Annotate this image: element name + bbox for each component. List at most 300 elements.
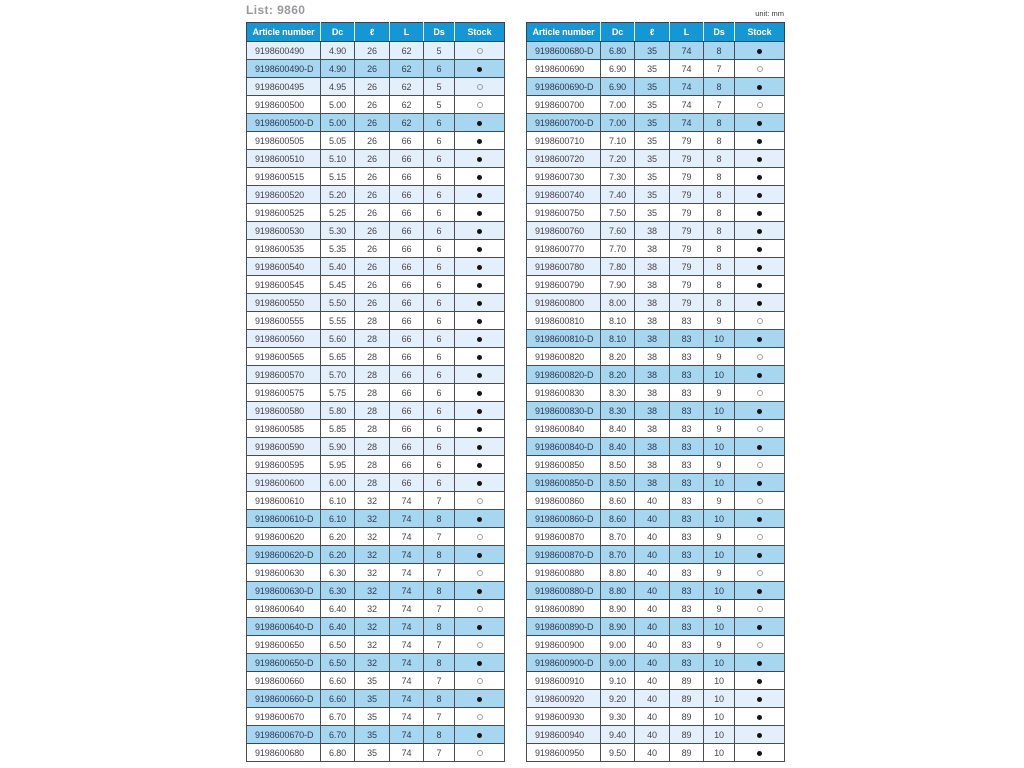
dc-cell: 7.00: [601, 114, 635, 132]
col-header-overall-length: L: [670, 23, 704, 42]
stock-cell: [735, 168, 785, 186]
table-row: [527, 366, 785, 384]
stock-cell: [455, 384, 505, 402]
flute-length-cell: 38: [635, 420, 670, 438]
dc-cell: 5.55: [321, 312, 355, 330]
overall-length-cell: 66: [390, 312, 424, 330]
table-row: [247, 474, 505, 492]
flute-length-cell: 40: [635, 672, 670, 690]
ds-cell: 10: [704, 438, 735, 456]
stock-cell: [455, 60, 505, 78]
ds-cell: 6: [424, 186, 455, 204]
stock-available-icon: [757, 337, 762, 342]
stock-unavailable-icon: [477, 534, 483, 540]
article-cell: 9198600740: [527, 186, 601, 204]
stock-cell: [455, 564, 505, 582]
stock-cell: [455, 510, 505, 528]
flute-length-cell: 35: [355, 672, 390, 690]
table-row: [247, 132, 505, 150]
ds-cell: 6: [424, 60, 455, 78]
article-cell: 9198600610: [247, 492, 321, 510]
dc-cell: 5.45: [321, 276, 355, 294]
stock-cell: [455, 744, 505, 762]
flute-length-cell: 35: [355, 690, 390, 708]
table-row: [527, 312, 785, 330]
table-row: [247, 186, 505, 204]
flute-length-cell: 26: [355, 222, 390, 240]
ds-cell: 9: [704, 528, 735, 546]
dc-cell: 5.00: [321, 114, 355, 132]
flute-length-cell: 26: [355, 186, 390, 204]
ds-cell: 8: [704, 168, 735, 186]
overall-length-cell: 66: [390, 258, 424, 276]
ds-cell: 7: [424, 708, 455, 726]
article-cell: 9198600585: [247, 420, 321, 438]
article-cell: 9198600850: [527, 456, 601, 474]
ds-cell: 6: [424, 384, 455, 402]
stock-unavailable-icon: [477, 102, 483, 108]
stock-available-icon: [477, 157, 482, 162]
ds-cell: 6: [424, 366, 455, 384]
flute-length-cell: 38: [635, 366, 670, 384]
overall-length-cell: 74: [390, 492, 424, 510]
article-cell: 9198600890-D: [527, 618, 601, 636]
stock-cell: [735, 402, 785, 420]
stock-available-icon: [477, 625, 482, 630]
stock-unavailable-icon: [477, 642, 483, 648]
article-cell: 9198600600: [247, 474, 321, 492]
flute-length-cell: 38: [635, 276, 670, 294]
stock-cell: [455, 402, 505, 420]
article-cell: 9198600810: [527, 312, 601, 330]
stock-cell: [455, 312, 505, 330]
stock-cell: [455, 474, 505, 492]
overall-length-cell: 74: [670, 114, 704, 132]
ds-cell: 10: [704, 366, 735, 384]
table-row: [527, 654, 785, 672]
article-cell: 9198600840-D: [527, 438, 601, 456]
article-cell: 9198600820: [527, 348, 601, 366]
overall-length-cell: 66: [390, 366, 424, 384]
overall-length-cell: 83: [670, 438, 704, 456]
dc-cell: 6.50: [321, 654, 355, 672]
dc-cell: 7.00: [601, 96, 635, 114]
stock-cell: [455, 456, 505, 474]
overall-length-cell: 74: [390, 672, 424, 690]
stock-unavailable-icon: [477, 750, 483, 756]
table-header: [247, 23, 505, 42]
stock-available-icon: [757, 445, 762, 450]
stock-cell: [455, 330, 505, 348]
dc-cell: 5.15: [321, 168, 355, 186]
ds-cell: 5: [424, 78, 455, 96]
table-row: [247, 42, 505, 60]
flute-length-cell: 35: [355, 744, 390, 762]
dc-cell: 8.30: [601, 384, 635, 402]
table-row: [247, 582, 505, 600]
stock-cell: [455, 420, 505, 438]
ds-cell: 6: [424, 168, 455, 186]
flute-length-cell: 40: [635, 744, 670, 762]
stock-cell: [735, 510, 785, 528]
flute-length-cell: 26: [355, 132, 390, 150]
dc-cell: 6.20: [321, 528, 355, 546]
table-row: [527, 726, 785, 744]
ds-cell: 9: [704, 600, 735, 618]
overall-length-cell: 66: [390, 294, 424, 312]
article-cell: 9198600680-D: [527, 42, 601, 60]
stock-unavailable-icon: [477, 606, 483, 612]
table-row: [247, 222, 505, 240]
col-header-dc: Dc: [601, 23, 635, 42]
article-cell: 9198600900-D: [527, 654, 601, 672]
stock-available-icon: [757, 265, 762, 270]
table-row: [527, 474, 785, 492]
flute-length-cell: 26: [355, 96, 390, 114]
table-row: [527, 294, 785, 312]
ds-cell: 6: [424, 258, 455, 276]
stock-unavailable-icon: [477, 84, 483, 90]
overall-length-cell: 83: [670, 654, 704, 672]
overall-length-cell: 74: [390, 618, 424, 636]
overall-length-cell: 79: [670, 294, 704, 312]
flute-length-cell: 32: [355, 582, 390, 600]
ds-cell: 8: [704, 132, 735, 150]
stock-available-icon: [477, 445, 482, 450]
dc-cell: 6.80: [321, 744, 355, 762]
overall-length-cell: 74: [390, 564, 424, 582]
flute-length-cell: 35: [635, 186, 670, 204]
ds-cell: 6: [424, 150, 455, 168]
dc-cell: 5.00: [321, 96, 355, 114]
overall-length-cell: 66: [390, 276, 424, 294]
article-cell: 9198600565: [247, 348, 321, 366]
flute-length-cell: 40: [635, 528, 670, 546]
table-row: [527, 132, 785, 150]
stock-cell: [735, 96, 785, 114]
stock-cell: [455, 42, 505, 60]
ds-cell: 10: [704, 402, 735, 420]
stock-available-icon: [757, 229, 762, 234]
article-cell: 9198600940: [527, 726, 601, 744]
article-cell: 9198600690: [527, 60, 601, 78]
flute-length-cell: 38: [635, 258, 670, 276]
stock-available-icon: [757, 661, 762, 666]
overall-length-cell: 66: [390, 240, 424, 258]
article-cell: 9198600570: [247, 366, 321, 384]
dc-cell: 5.50: [321, 294, 355, 312]
dc-cell: 6.10: [321, 510, 355, 528]
stock-unavailable-icon: [757, 570, 763, 576]
table-row: [527, 222, 785, 240]
dc-cell: 9.20: [601, 690, 635, 708]
ds-cell: 9: [704, 564, 735, 582]
ds-cell: 6: [424, 204, 455, 222]
table-row: [247, 60, 505, 78]
ds-cell: 10: [704, 726, 735, 744]
article-cell: 9198600630-D: [247, 582, 321, 600]
ds-cell: 10: [704, 654, 735, 672]
dc-cell: 6.00: [321, 474, 355, 492]
stock-cell: [455, 708, 505, 726]
article-cell: 9198600490: [247, 42, 321, 60]
flute-length-cell: 32: [355, 600, 390, 618]
flute-length-cell: 32: [355, 528, 390, 546]
dc-cell: 5.65: [321, 348, 355, 366]
table-header: [527, 23, 785, 42]
flute-length-cell: 35: [635, 150, 670, 168]
article-cell: 9198600850-D: [527, 474, 601, 492]
overall-length-cell: 74: [670, 60, 704, 78]
table-row: [247, 672, 505, 690]
dc-cell: 6.70: [321, 726, 355, 744]
overall-length-cell: 83: [670, 384, 704, 402]
ds-cell: 6: [424, 240, 455, 258]
table-row: [527, 492, 785, 510]
flute-length-cell: 35: [635, 42, 670, 60]
article-cell: 9198600950: [527, 744, 601, 762]
stock-available-icon: [757, 373, 762, 378]
stock-available-icon: [477, 283, 482, 288]
table-row: [527, 150, 785, 168]
table-row: [247, 528, 505, 546]
table-row: [247, 618, 505, 636]
stock-cell: [735, 204, 785, 222]
stock-available-icon: [757, 751, 762, 756]
dc-cell: 5.35: [321, 240, 355, 258]
flute-length-cell: 26: [355, 204, 390, 222]
table-row: [247, 96, 505, 114]
stock-cell: [735, 744, 785, 762]
dc-cell: 4.90: [321, 60, 355, 78]
stock-unavailable-icon: [477, 498, 483, 504]
stock-unavailable-icon: [477, 714, 483, 720]
stock-unavailable-icon: [757, 426, 763, 432]
article-cell: 9198600670-D: [247, 726, 321, 744]
dc-cell: 6.30: [321, 582, 355, 600]
dc-cell: 9.30: [601, 708, 635, 726]
article-cell: 9198600495: [247, 78, 321, 96]
stock-cell: [735, 690, 785, 708]
dc-cell: 8.20: [601, 366, 635, 384]
ds-cell: 8: [704, 186, 735, 204]
ds-cell: 5: [424, 96, 455, 114]
dc-cell: 5.70: [321, 366, 355, 384]
dc-cell: 5.85: [321, 420, 355, 438]
stock-cell: [455, 438, 505, 456]
overall-length-cell: 79: [670, 276, 704, 294]
stock-cell: [455, 690, 505, 708]
dc-cell: 5.05: [321, 132, 355, 150]
table-row: [247, 600, 505, 618]
overall-length-cell: 83: [670, 510, 704, 528]
stock-cell: [735, 42, 785, 60]
stock-cell: [735, 618, 785, 636]
stock-available-icon: [477, 391, 482, 396]
overall-length-cell: 79: [670, 258, 704, 276]
article-cell: 9198600620-D: [247, 546, 321, 564]
flute-length-cell: 35: [355, 726, 390, 744]
flute-length-cell: 28: [355, 438, 390, 456]
overall-length-cell: 83: [670, 366, 704, 384]
stock-cell: [735, 114, 785, 132]
stock-available-icon: [757, 589, 762, 594]
stock-cell: [455, 96, 505, 114]
ds-cell: 10: [704, 474, 735, 492]
flute-length-cell: 35: [635, 114, 670, 132]
ds-cell: 10: [704, 672, 735, 690]
stock-cell: [455, 636, 505, 654]
table-row: [527, 690, 785, 708]
ds-cell: 7: [704, 96, 735, 114]
table-row: [527, 672, 785, 690]
table-row: [527, 438, 785, 456]
stock-available-icon: [757, 481, 762, 486]
article-cell: 9198600830-D: [527, 402, 601, 420]
flute-length-cell: 26: [355, 42, 390, 60]
overall-length-cell: 66: [390, 204, 424, 222]
article-cell: 9198600515: [247, 168, 321, 186]
col-header-overall-length: L: [390, 23, 424, 42]
table-row: [247, 294, 505, 312]
ds-cell: 8: [704, 294, 735, 312]
ds-cell: 10: [704, 330, 735, 348]
stock-available-icon: [477, 67, 482, 72]
stock-available-icon: [757, 733, 762, 738]
dc-cell: 7.30: [601, 168, 635, 186]
overall-length-cell: 89: [670, 690, 704, 708]
stock-cell: [455, 726, 505, 744]
table-row: [247, 438, 505, 456]
overall-length-cell: 74: [390, 690, 424, 708]
overall-length-cell: 74: [390, 510, 424, 528]
ds-cell: 8: [704, 114, 735, 132]
stock-available-icon: [477, 427, 482, 432]
flute-length-cell: 40: [635, 510, 670, 528]
stock-available-icon: [757, 283, 762, 288]
dc-cell: 5.90: [321, 438, 355, 456]
overall-length-cell: 79: [670, 240, 704, 258]
stock-available-icon: [757, 625, 762, 630]
article-cell: 9198600595: [247, 456, 321, 474]
table-row: [247, 510, 505, 528]
article-cell: 9198600520: [247, 186, 321, 204]
table-row: [527, 60, 785, 78]
dc-cell: 8.30: [601, 402, 635, 420]
article-cell: 9198600800: [527, 294, 601, 312]
ds-cell: 8: [424, 726, 455, 744]
unit-label: unit: mm: [755, 9, 784, 18]
stock-cell: [455, 258, 505, 276]
overall-length-cell: 83: [670, 528, 704, 546]
table-row: [527, 78, 785, 96]
stock-available-icon: [477, 211, 482, 216]
dc-cell: 7.10: [601, 132, 635, 150]
article-cell: 9198600640-D: [247, 618, 321, 636]
ds-cell: 10: [704, 582, 735, 600]
ds-cell: 8: [704, 78, 735, 96]
flute-length-cell: 40: [635, 492, 670, 510]
flute-length-cell: 26: [355, 168, 390, 186]
dc-cell: 9.10: [601, 672, 635, 690]
stock-cell: [455, 294, 505, 312]
stock-available-icon: [757, 157, 762, 162]
dc-cell: 9.00: [601, 654, 635, 672]
flute-length-cell: 40: [635, 654, 670, 672]
stock-cell: [735, 474, 785, 492]
table-row: [247, 726, 505, 744]
article-cell: 9198600770: [527, 240, 601, 258]
article-cell: 9198600545: [247, 276, 321, 294]
ds-cell: 9: [704, 312, 735, 330]
stock-cell: [735, 600, 785, 618]
table-row: [527, 276, 785, 294]
article-cell: 9198600870-D: [527, 546, 601, 564]
stock-cell: [455, 276, 505, 294]
article-cell: 9198600550: [247, 294, 321, 312]
overall-length-cell: 74: [390, 726, 424, 744]
dc-cell: 8.40: [601, 438, 635, 456]
stock-cell: [735, 348, 785, 366]
stock-cell: [455, 600, 505, 618]
ds-cell: 8: [424, 510, 455, 528]
stock-cell: [735, 546, 785, 564]
overall-length-cell: 79: [670, 150, 704, 168]
article-cell: 9198600535: [247, 240, 321, 258]
table-row: [527, 330, 785, 348]
stock-cell: [455, 222, 505, 240]
flute-length-cell: 40: [635, 600, 670, 618]
dc-cell: 6.20: [321, 546, 355, 564]
stock-unavailable-icon: [757, 354, 763, 360]
ds-cell: 10: [704, 546, 735, 564]
stock-available-icon: [477, 553, 482, 558]
dc-cell: 8.00: [601, 294, 635, 312]
stock-cell: [735, 312, 785, 330]
ds-cell: 6: [424, 312, 455, 330]
table-row: [247, 276, 505, 294]
ds-cell: 7: [424, 564, 455, 582]
table-row: [527, 708, 785, 726]
table-row: [527, 204, 785, 222]
stock-cell: [735, 456, 785, 474]
dc-cell: 7.60: [601, 222, 635, 240]
table-row: [247, 330, 505, 348]
flute-length-cell: 32: [355, 618, 390, 636]
dc-cell: 6.40: [321, 618, 355, 636]
dc-cell: 8.40: [601, 420, 635, 438]
ds-cell: 9: [704, 492, 735, 510]
stock-cell: [735, 222, 785, 240]
stock-unavailable-icon: [757, 534, 763, 540]
stock-cell: [735, 420, 785, 438]
ds-cell: 8: [424, 618, 455, 636]
stock-unavailable-icon: [757, 102, 763, 108]
overall-length-cell: 83: [670, 348, 704, 366]
dc-cell: 4.95: [321, 78, 355, 96]
overall-length-cell: 79: [670, 204, 704, 222]
stock-available-icon: [757, 85, 762, 90]
table-row: [247, 384, 505, 402]
article-cell: 9198600510: [247, 150, 321, 168]
overall-length-cell: 74: [390, 708, 424, 726]
overall-length-cell: 74: [670, 78, 704, 96]
stock-unavailable-icon: [757, 390, 763, 396]
ds-cell: 8: [424, 690, 455, 708]
overall-length-cell: 66: [390, 456, 424, 474]
stock-cell: [455, 78, 505, 96]
ds-cell: 9: [704, 420, 735, 438]
